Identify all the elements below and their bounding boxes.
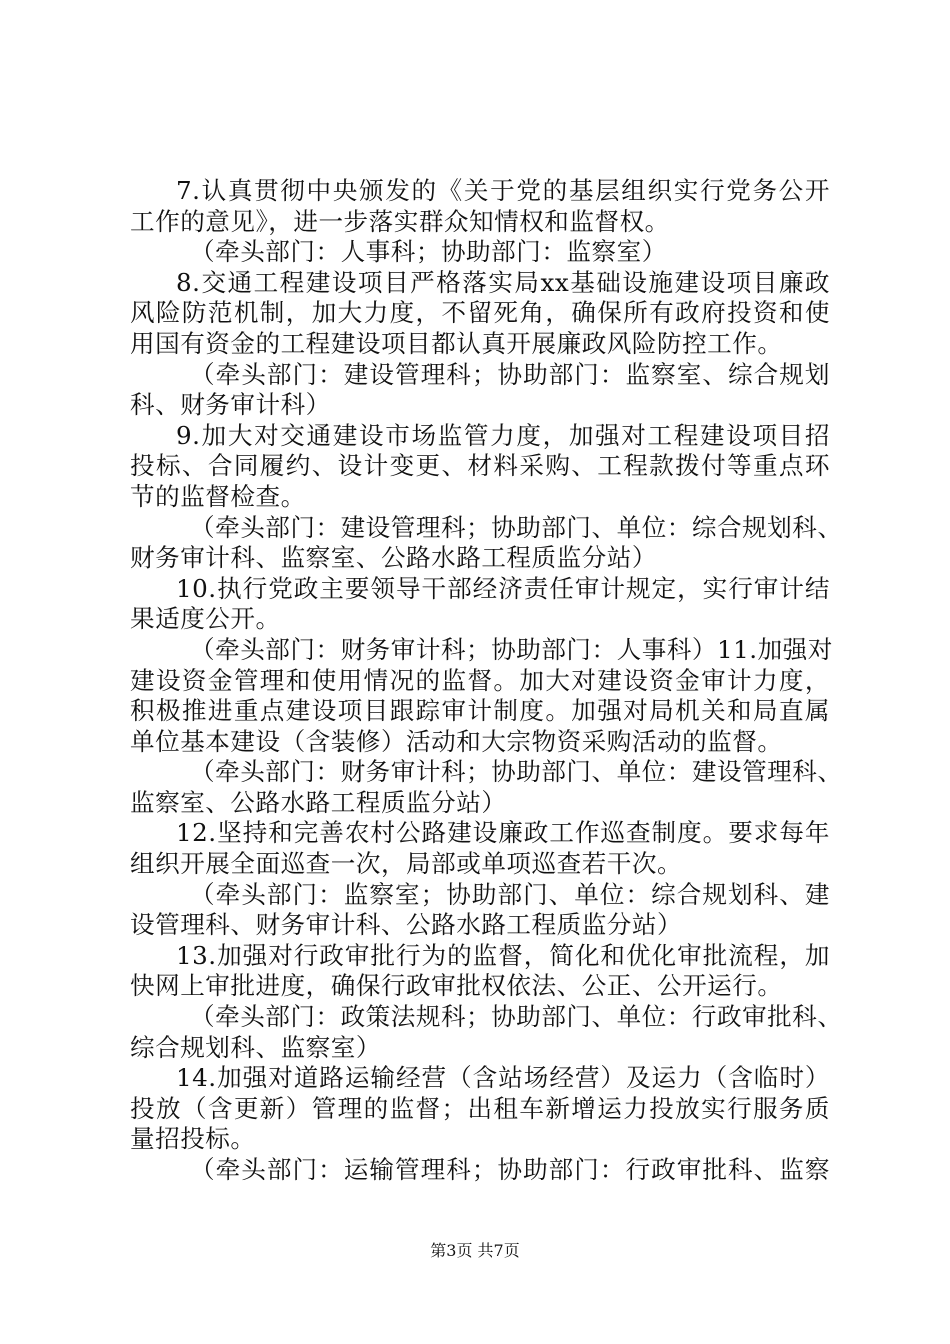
text-line: （牵头部门：政策法规科；协助部门、单位：行政审批科、 [190, 1002, 843, 1032]
text-line: （牵头部门：建设管理科；协助部门、单位：综合规划科、 [190, 512, 843, 542]
text-line: 工作的意见》，进一步落实群众知情权和监督权。 [130, 206, 670, 236]
text-line: 14.加强对道路运输经营（含站场经营）及运力（含临时） [176, 1063, 830, 1093]
text-line: 组织开展全面巡查一次，局部或单项巡查若干次。 [130, 849, 683, 879]
text-line: 7.认真贯彻中央颁发的《关于党的基层组织实行党务公开 [176, 176, 830, 205]
text-line: 单位基本建设（含装修）活动和大宗物资采购活动的监督。 [130, 726, 783, 756]
page-footer: 第3页 共7页 [430, 1241, 520, 1260]
text-line: 投标、合同履约、设计变更、材料采购、工程款拨付等重点环 [130, 451, 830, 481]
text-line: 果适度公开。 [130, 604, 281, 634]
text-line: 监察室、公路水路工程质监分站） [130, 787, 507, 817]
text-line: （牵头部门：财务审计科；协助部门、单位：建设管理科、 [190, 757, 843, 787]
text-line: （牵头部门：运输管理科；协助部门：行政审批科、监察 [190, 1155, 830, 1184]
text-line: 用国有资金的工程建设项目都认真开展廉政风险防控工作。 [130, 328, 783, 358]
text-line: 设管理科、财务审计科、公路水路工程质监分站） [130, 910, 683, 940]
text-line: 科、财务审计科） [130, 390, 331, 420]
text-line: 13.加强对行政审批行为的监督，简化和优化审批流程，加 [176, 940, 830, 970]
text-line: 量招投标。 [130, 1124, 256, 1154]
text-line: 快网上审批进度，确保行政审批权依法、公正、公开运行。 [130, 971, 783, 1001]
text-line: （牵头部门：财务审计科；协助部门：人事科）11.加强对 [190, 634, 833, 664]
text-line: 节的监督检查。 [130, 481, 306, 511]
document-body [130, 176, 843, 1186]
text-line: 积极推进重点建设项目跟踪审计制度。加强对局机关和局直属 [130, 696, 830, 726]
text-line: 8.交通工程建设项目严格落实局xx基础设施建设项目廉政 [176, 267, 830, 297]
text-line: （牵头部门：监察室；协助部门、单位：综合规划科、建 [190, 879, 830, 909]
text-line: 9.加大对交通建设市场监管力度，加强对工程建设项目招 [176, 420, 830, 450]
text-line: 综合规划科、监察室） [130, 1032, 381, 1062]
text-line: （牵头部门：建设管理科；协助部门：监察室、综合规划 [190, 359, 830, 389]
text-line: 财务审计科、监察室、公路水路工程质监分站） [130, 543, 657, 573]
text-line: 建设资金管理和使用情况的监督。加大对建设资金审计力度， [130, 665, 830, 695]
text-line: （牵头部门：人事科；协助部门：监察室） [190, 237, 667, 267]
text-line: 风险防范机制，加大力度，不留死角，确保所有政府投资和使 [130, 298, 830, 328]
text-line: 10.执行党政主要领导干部经济责任审计规定，实行审计结 [176, 573, 830, 603]
text-line: 12.坚持和完善农村公路建设廉政工作巡查制度。要求每年 [176, 818, 830, 848]
text-line: 投放（含更新）管理的监督；出租车新增运力投放实行服务质 [130, 1093, 830, 1123]
